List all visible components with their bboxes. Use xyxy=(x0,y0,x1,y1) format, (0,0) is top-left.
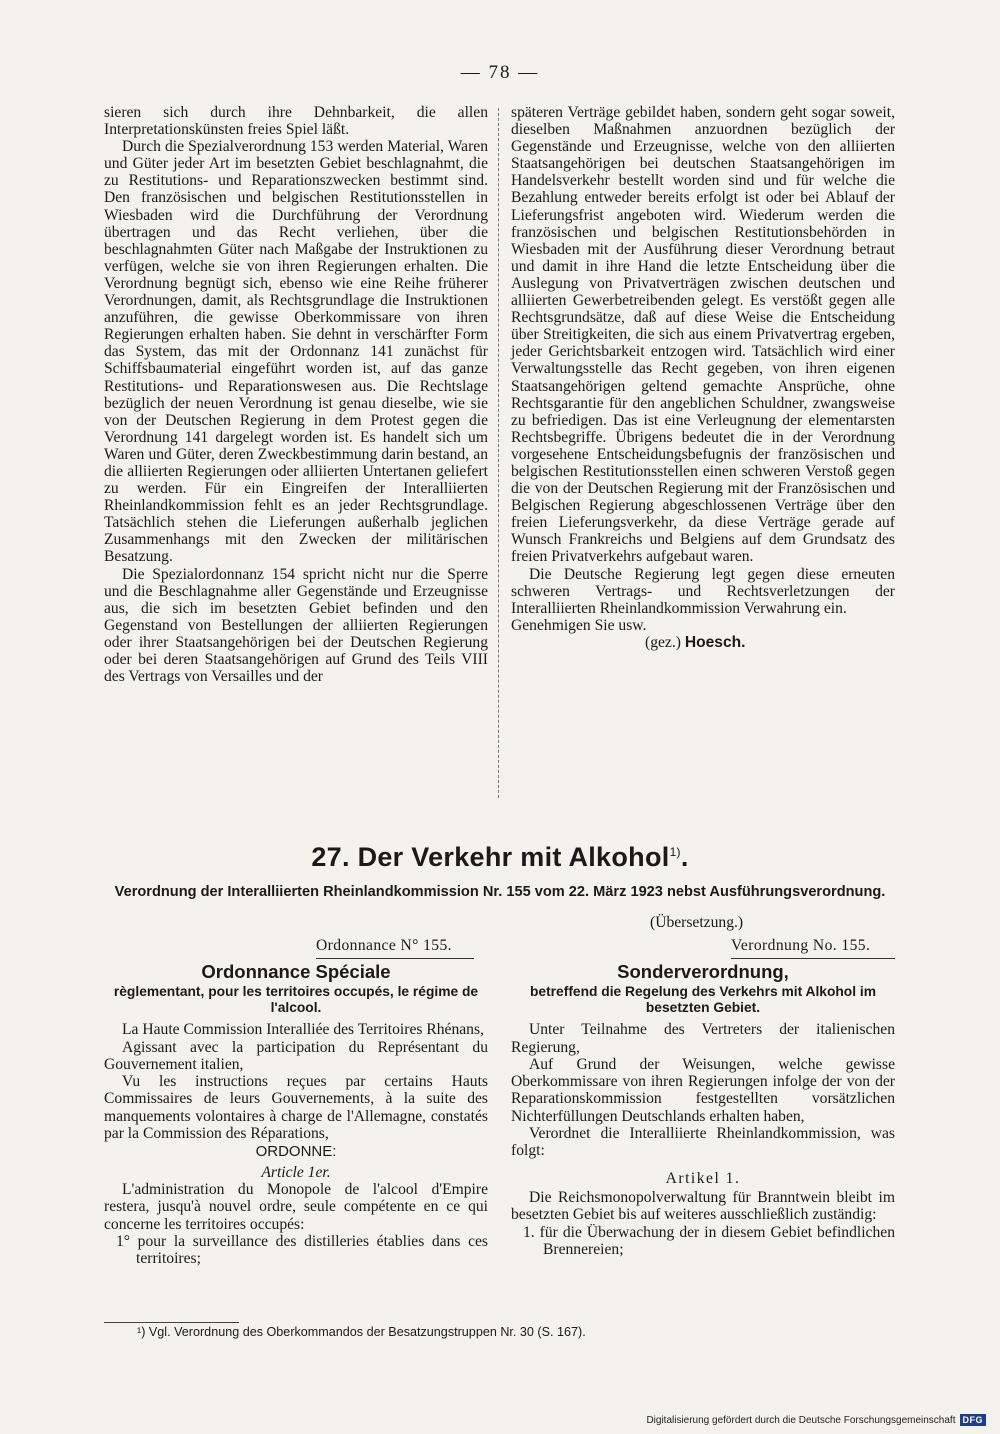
digitization-credit xyxy=(646,1414,986,1426)
paragraph: Auf Grund der Weisungen, welche gewisse Oberkommissare von ihren Regierungen infolge der von der Reparationskommission festgestellten vorsätzlichen Nichterfüllungen Deutschlands erhalten haben, xyxy=(511,1055,895,1125)
paragraph: Die Reichsmonopolverwaltung für Branntwein bleibt im besetzten Gebiet bis auf weiteres ausschließlich zuständig: xyxy=(511,1188,895,1224)
list-item: 1° pour la surveillance des distilleries établies dans ces territoires; xyxy=(116,1232,488,1268)
section-title: 27. Der Verkehr mit Alkohol$^{1)}$. xyxy=(311,842,689,872)
section-title-text: 27. Der Verkehr mit Alkohol xyxy=(311,842,670,872)
paragraph: Die Spezialordonnanz 154 spricht nicht nur die Sperre und die Beschlagnahme aller Gegenstände und Erzeugnisse aus, die sich im besetzten Gebiet befinden und den Gegenstand von Bestellungen der alliierten Regierungen oder ihrer Staatsangehörigen bei der Deutschen Regierung oder bei deren Staatsangehörigen auf Grund des Teils VIII des Vertrags von Versailles und der xyxy=(104,565,488,686)
heading-underline xyxy=(316,958,474,959)
french-subtitle: règlementant, pour les territoires occupés, le régime de l'alcool. xyxy=(113,984,479,1016)
dfg-logo-icon: DFG xyxy=(960,1414,987,1426)
footnote: ¹) Vgl. Verordnung des Oberkommandos der Besatzungstruppen Nr. 30 (S. 167). xyxy=(137,1325,586,1339)
list-item: 1. für die Überwachung der in diesem Gebiet befindlichen Brennereien; xyxy=(523,1223,895,1258)
right-text-column xyxy=(511,104,895,651)
left-text-column xyxy=(104,104,488,685)
paragraph: Agissant avec la participation du Représentant du Gouvernement italien, xyxy=(104,1038,488,1073)
closing-formula: Genehmigen Sie usw. xyxy=(511,616,647,634)
paragraph: Vu les instructions reçues par certains Hauts Commissaires de leurs Gouvernements, à la suite des manquements volontaires à charge de l'Allemagne, constatés par la Commission des Réparations, xyxy=(104,1073,488,1143)
column-divider xyxy=(498,108,500,798)
german-title: Sonderverordnung, xyxy=(617,961,789,982)
credit-text: Digitalisierung gefördert durch die Deutsche Forschungsgemeinschaft xyxy=(646,1414,956,1426)
french-ordinance-heading xyxy=(316,937,474,959)
french-article-heading: Article 1er. xyxy=(261,1163,331,1181)
paragraph: La Haute Commission Interalliée des Territoires Rhénans, xyxy=(122,1021,484,1039)
footnote-rule xyxy=(104,1322,239,1323)
paragraph: Verordnet die Interalliierte Rheinlandkommission, was folgt: xyxy=(511,1125,895,1160)
ordonne-heading: ORDONNE: xyxy=(255,1143,337,1161)
signature-name: Hoesch. xyxy=(684,633,746,651)
paragraph: Die Deutsche Regierung legt gegen diese erneuten schweren Vertrags- und Rechtsverletzungen der Interalliierten Rheinlandkommission Verwahrung ein. xyxy=(511,565,895,617)
page-number: — 78 — xyxy=(460,62,540,83)
french-column xyxy=(104,963,488,1267)
paragraph: sieren sich durch ihre Dehnbarkeit, die allen Interpretationskünsten freies Spiel läßt. xyxy=(104,104,488,139)
german-ordinance-heading xyxy=(731,937,895,959)
signature xyxy=(511,634,895,651)
paragraph: Durch die Spezialverordnung 153 werden Material, Waren und Güter jeder Art im besetzten Gebiet beschlagnahmt, die zu Restitutions- und Reparationszwecken bestimmt sind. Den französischen und belgischen Restitutionsstellen in Wiesbaden wird die Durchführung der Verordnung übertragen und das Recht verliehen, über die beschlagnahmten Güter nach Maßgabe der Instruktionen zu verfügen, welche sie von ihren Regierungen erhalten. Die Verordnung begnügt sich, ebenso wie eine Reihe früherer Verordnungen, damit, als Rechtsgrundlage die Instruktionen anzuführen, die gewisse Oberkommissare von ihren Regierungen erhalten haben. Sie dehnt in verschärfter Form das System, das mit der Ordonnanz 141 zunächst für Schiffsbaumaterial eingeführt worden ist, auf das ganze Restitutions- und Reparationswesen aus. Die Rechtslage bezüglich der neuen Verordnung ist genau dieselbe, wie sie von der Deutschen Regierung in dem Protest gegen die Verordnung 141 dargelegt worden ist. Es handelt sich um Waren und Güter, deren Zweckbestimmung darin bestand, an die alliierten Regierungen oder alliierten Untertanen geliefert zu werden. Für ein Eingreifen der Interalliierten Rheinlandkommission fehlt es an jeder Rechtsgrundlage. Tatsächlich stehen die Lieferungen außerhalb jeglichen Zusammenhangs mit den Zwecken der militärischen Besatzung. xyxy=(104,138,488,566)
paragraph: Unter Teilnahme des Vertreters der italienischen Regierung, xyxy=(511,1021,895,1056)
french-title: Ordonnance Spéciale xyxy=(201,961,391,982)
heading-underline xyxy=(731,958,895,959)
french-heading-text: Ordonnance N° 155. xyxy=(316,937,452,954)
german-heading-text: Verordnung No. 155. xyxy=(731,937,871,954)
section-subtitle: Verordnung der Interalliierten Rheinlandkommission Nr. 155 vom 22. März 1923 nebst Ausführungsverordnung. xyxy=(114,884,886,900)
german-article-heading: Artikel 1. xyxy=(665,1169,741,1187)
german-subtitle: betreffend die Regelung des Verkehrs mit Alkohol im besetzten Gebiet. xyxy=(529,984,877,1016)
german-column xyxy=(511,963,895,1258)
paragraph: späteren Verträge gebildet haben, sondern geht sogar soweit, dieselben Maßnahmen anzuordnen bezüglich der Gegenstände und Erzeugnisse, welche von den alliierten Staatsangehörigen bei deutschen Staatsangehörigen im Handelsverkehr bestellt worden sind und für welche die Bezahlung entweder bereits erfolgt ist oder bei Ablauf der Lieferungsfrist angeboten wird. Wiederum werden die französischen und belgischen Restitutionsbehörden in Wiesbaden mit der Ausführung dieser Verordnung betraut und damit in ihre Hand die letzte Entscheidung über die Auslegung von Privatverträgen zwischen deutschen und alliierten Gewerbetreibenden gelegt. Es verstößt gegen alle Rechtsgrundsätze, daß auf diese Weise die Entscheidung über Streitigkeiten, die sich aus einem Privatvertrag ergeben, jeder Gerichtsbarkeit entzogen wird. Tatsächlich wird einer Verwaltungsstelle das Recht gegeben, von ihren eigenen Staatsangehörigen geltend gemachte Ansprüche, ohne Rechtsgarantie für den angeblichen Schuldner, zwangsweise zu befriedigen. Das ist eine Verleugnung der elementarsten Rechtsbegriffe. Übrigens bedeutet die in der Verordnung vorgesehene Entscheidungsbefugnis der französischen und belgischen Restitutionsstellen einen schweren Verstoß gegen die von der Deutschen Regierung mit der Französischen und Belgischen Regierung abgeschlossenen Verträge über den freien Lieferungsverkehr, da diese Verträge gerade auf Wunsch Frankreichs und Belgiens auf dem Grundsatz des freien Privatverkehrs aufgebaut waren. xyxy=(511,104,895,566)
footnote-marker: 1) xyxy=(669,845,681,859)
signature-prefix: (gez.) xyxy=(645,633,681,651)
paragraph: L'administration du Monopole de l'alcool d'Empire restera, jusqu'à nouvel ordre, seule compétente en ce qui concerne les territoires occupés: xyxy=(104,1180,488,1233)
translation-note: (Übersetzung.) xyxy=(650,914,744,931)
